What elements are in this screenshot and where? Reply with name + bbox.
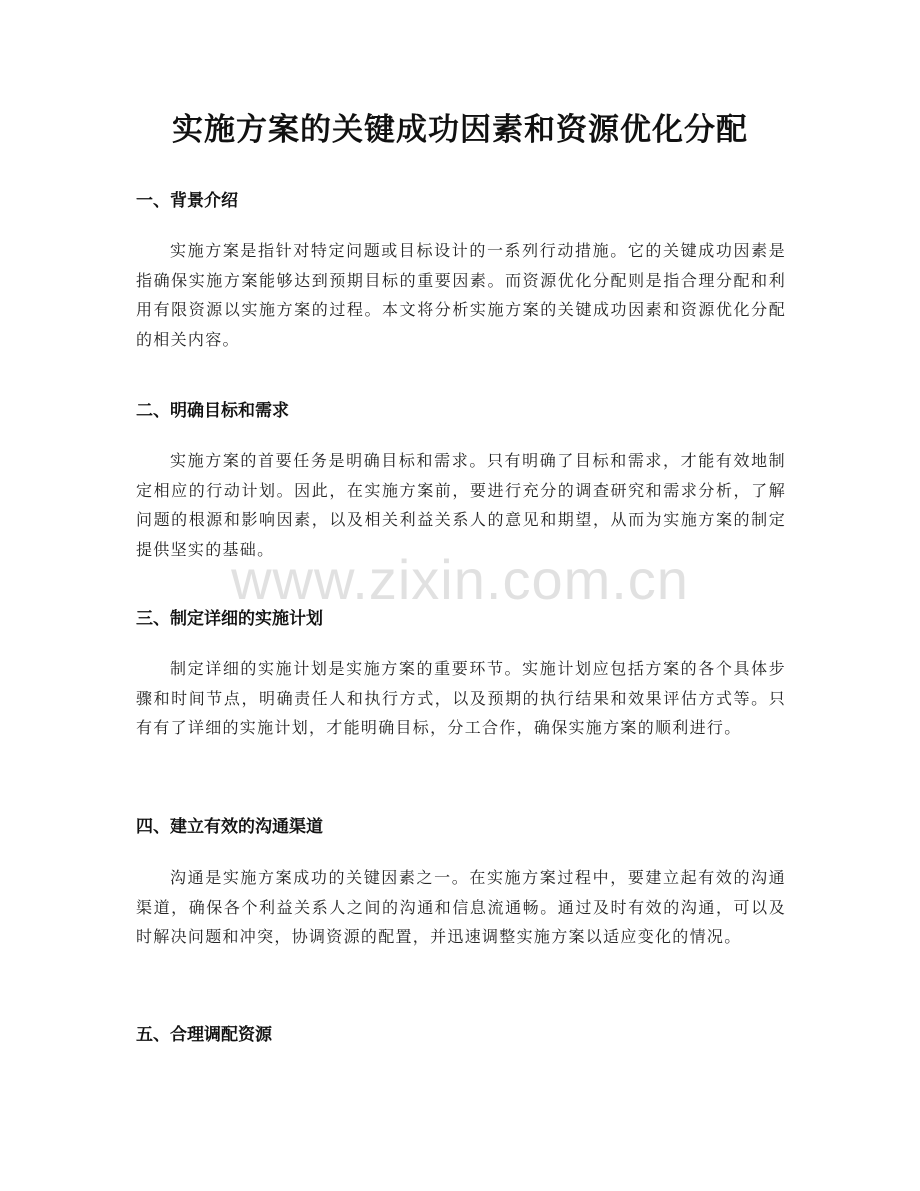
section-heading-resources: 五、合理调配资源 (136, 1025, 272, 1045)
section-heading-plan: 三、制定详细的实施计划 (136, 609, 323, 629)
section-heading-communication: 四、建立有效的沟通渠道 (136, 817, 323, 837)
section-paragraph-plan: 制定详细的实施计划是实施方案的重要环节。实施计划应包括方案的各个具体步骤和时间节点，明确责任人和执行方式，以及预期的执行结果和效果评估方式等。只有有了详细的实施计划，才能明确目标，分工合作，确保实施方案的顺利进行。 (136, 659, 786, 737)
section-heading-goals: 二、明确目标和需求 (136, 401, 289, 421)
section-heading-background: 一、背景介绍 (136, 191, 238, 211)
watermark-text: www.zixin.com.cn (231, 548, 689, 611)
section-paragraph-goals: 实施方案的首要任务是明确目标和需求。只有明确了目标和需求，才能有效地制定相应的行动计划。因此，在实施方案前，要进行充分的调查研究和需求分析，了解问题的根源和影响因素，以及相关利益关系人的意见和期望，从而为实施方案的制定提供坚实的基础。 (136, 451, 786, 559)
section-paragraph-communication: 沟通是实施方案成功的关键因素之一。在实施方案过程中，要建立起有效的沟通渠道，确保各个利益关系人之间的沟通和信息流通畅。通过及时有效的沟通，可以及时解决问题和冲突，协调资源的配置，并迅速调整实施方案以适应变化的情况。 (136, 868, 786, 946)
section-paragraph-background: 实施方案是指针对特定问题或目标设计的一系列行动措施。它的关键成功因素是指确保实施方案能够达到预期目标的重要因素。而资源优化分配则是指合理分配和利用有限资源以实施方案的过程。本文将分析实施方案的关键成功因素和资源优化分配的相关内容。 (136, 241, 786, 349)
document-title: 实施方案的关键成功因素和资源优化分配 (172, 112, 748, 148)
